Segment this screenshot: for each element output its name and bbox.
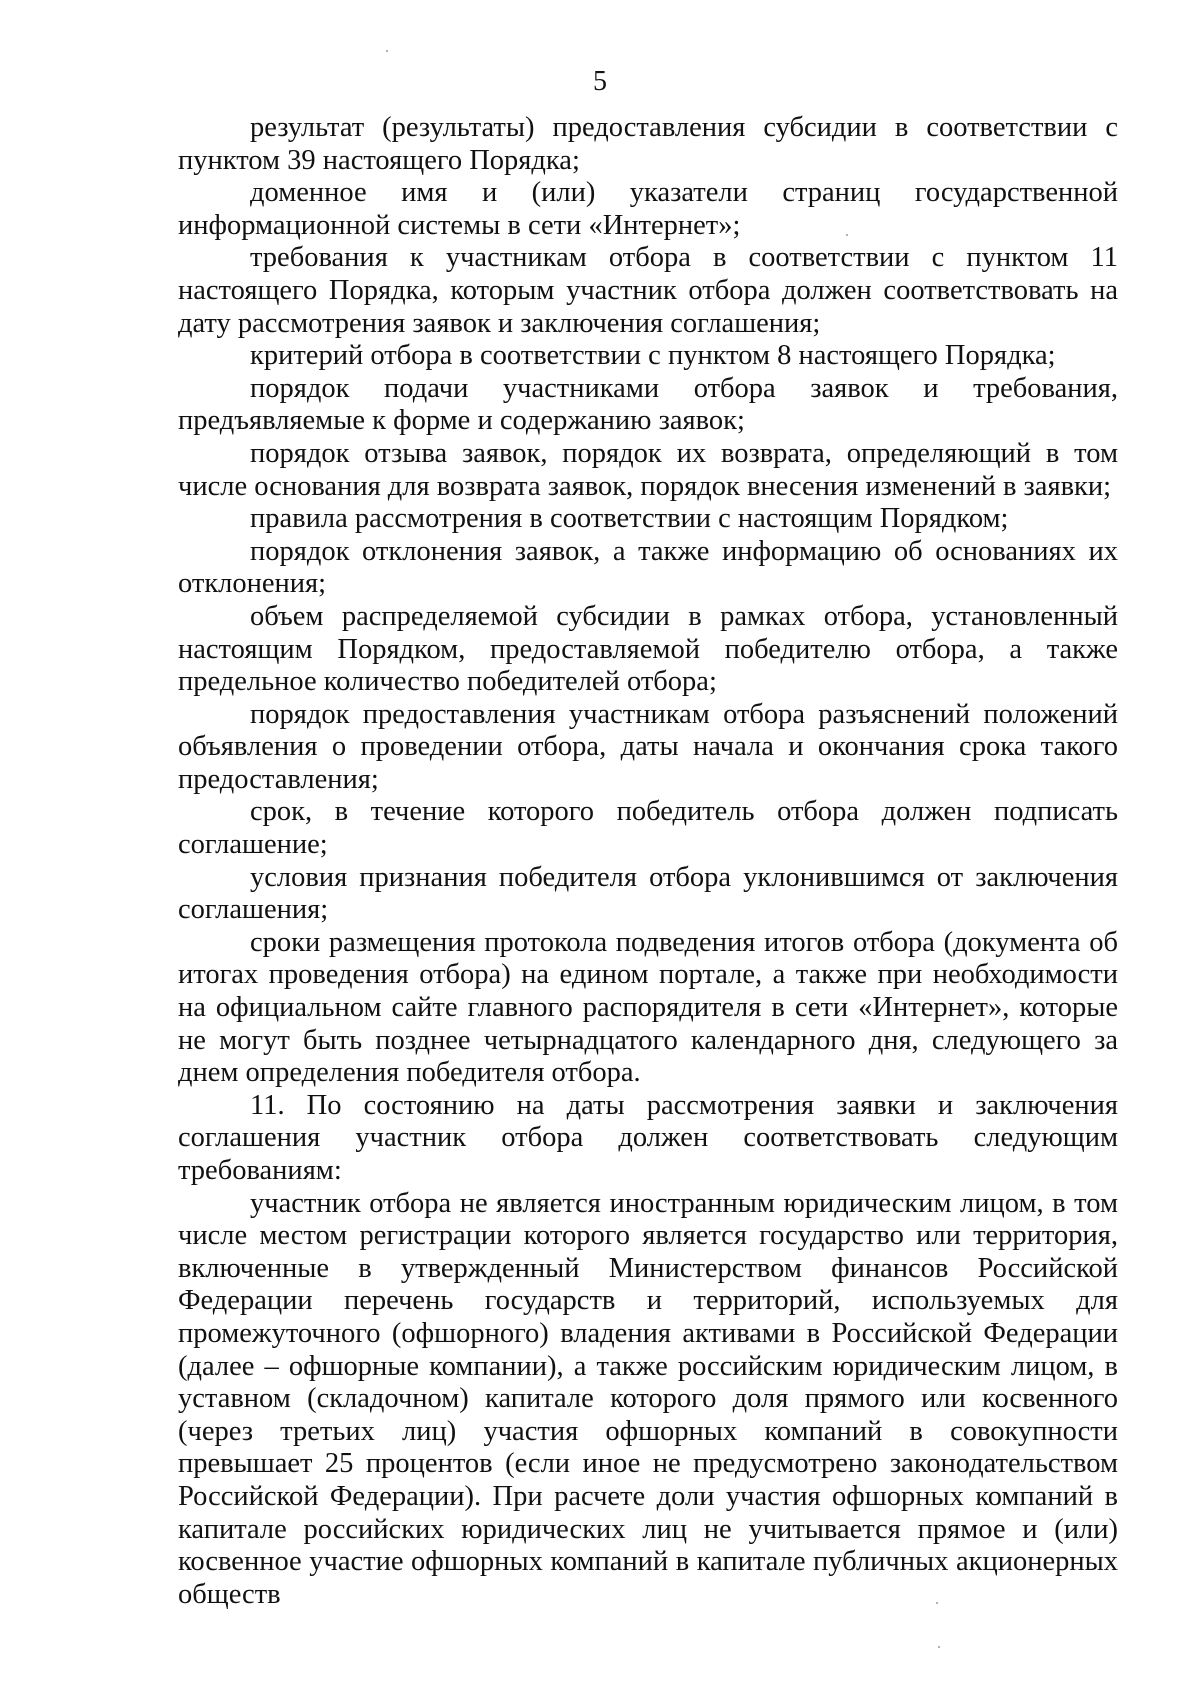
paragraph-evasion-conditions: условия признания победителя отбора уклонившимся от заключения соглашения; <box>178 861 1118 926</box>
scan-speck <box>386 50 388 52</box>
paragraph-result: результат (результаты) предоставления субсидии в соответствии с пунктом 39 настоящего Порядка; <box>178 112 1118 176</box>
paragraph-submission-procedure: порядок подачи участниками отбора заявок и требования, предъявляемые к форме и содержанию заявок; <box>178 372 1118 437</box>
paragraph-participant-requirements: требования к участникам отбора в соответствии с пунктом 11 настоящего Порядка, которым участник отбора должен соответствовать на дату рассмотрения заявок и заключения соглашения; <box>178 242 1118 339</box>
paragraph-subsidy-volume: объем распределяемой субсидии в рамках отбора, установленный настоящим Порядком, предоставляемой победителю отбора, а также предельное количество победителей отбора; <box>178 600 1118 698</box>
scan-speck <box>938 1646 940 1648</box>
paragraph-selection-criterion: критерий отбора в соответствии с пунктом 8 настоящего Порядка; <box>250 340 1056 372</box>
document-body <box>178 112 1118 1611</box>
paragraph-protocol-publication: сроки размещения протокола подведения итогов отбора (документа об итогах проведения отбора) на едином портале, а также при необходимости на официальном сайте главного распорядителя в сети «Интернет», которые не могут быть позднее четырнадцатого календарного дня, следующего за днем определения победителя отбора. <box>178 926 1118 1089</box>
paragraph-clarification-procedure: порядок предоставления участникам отбора разъяснений положений объявления о проведении отбора, даты начала и окончания срока такого предоставления; <box>178 698 1118 795</box>
paragraph-review-rules: правила рассмотрения в соответствии с настоящим Порядком; <box>250 503 1009 535</box>
paragraph-rejection-procedure: порядок отклонения заявок, а также информацию об основаниях их отклонения; <box>178 535 1118 600</box>
paragraph-signing-deadline: срок, в течение которого победитель отбора должен подписать соглашение; <box>178 796 1118 861</box>
paragraph-offshore-requirement: участник отбора не является иностранным юридическим лицом, в том числе местом регистрации которого является государство или территория, включенные в утвержденный Министерством финансов Российской Федерации перечень государств и территорий, используемых для промежуточного (офшорного) владения активами в Российской Федерации (далее – офшорные компании), а также российским юридическим лицом, в уставном (складочном) капитале которого доля прямого или косвенного (через третьих лиц) участия офшорных компаний в совокупности превышает 25 процентов (если иное не предусмотрено законодательством Российской Федерации). При расчете доли участия офшорных компаний в капитале российских юридических лиц не учитывается прямое и (или) косвенное участие офшорных компаний в капитале публичных акционерных обществ <box>178 1187 1118 1610</box>
paragraph-clause-11: 11. По состоянию на даты рассмотрения заявки и заключения соглашения участник отбора должен соответствовать следующим требованиям: <box>178 1089 1118 1186</box>
paragraph-withdrawal-procedure: порядок отзыва заявок, порядок их возврата, определяющий в том числе основания для возврата заявок, порядок внесения изменений в заявки; <box>178 437 1118 502</box>
paragraph-domain-name: доменное имя и (или) указатели страниц государственной информационной системы в сети «Интернет»; <box>178 177 1118 241</box>
scan-speck <box>846 234 848 236</box>
page-number: 5 <box>593 66 607 97</box>
scan-speck <box>936 1602 938 1604</box>
